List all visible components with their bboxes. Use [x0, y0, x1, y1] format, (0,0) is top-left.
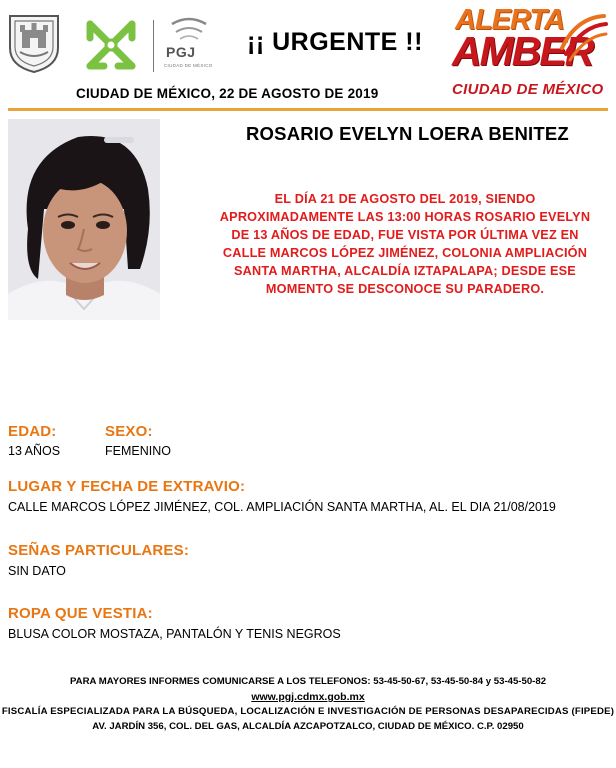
date-line: CIUDAD DE MÉXICO, 22 DE AGOSTO DE 2019 [76, 86, 379, 101]
amber-logo-alerta: ALERTA [455, 4, 564, 36]
pgj-logo-text: PGJ [166, 44, 196, 60]
pgj-logo-subtext: CIUDAD DE MÉXICO [164, 63, 213, 68]
footer-phones: PARA MAYORES INFORMES COMUNICARSE A LOS TELEFONOS: 53-45-50-67, 53-45-50-84 y 53-45-50-82 [69, 676, 547, 687]
urgent-heading: ¡¡ URGENTE !! [247, 28, 423, 56]
cdmx-logo-icon [78, 12, 144, 76]
amber-logo-city: CIUDAD DE MÉXICO [452, 81, 604, 98]
age-value: 13 AÑOS [8, 444, 61, 458]
footer-website-link[interactable]: www.pgj.cdmx.gob.mx [251, 691, 365, 703]
marks-label: SEÑAS PARTICULARES: [8, 542, 190, 559]
disappearance-description: EL DÍA 21 DE AGOSTO DEL 2019, SIENDO APROXIMADAMENTE LAS 13:00 HORAS ROSARIO EVELYN DE 13 AÑOS DE EDAD, FUE VISTA POR ÚLTIMA VEZ EN CALLE MARCOS LÓPEZ JIMÉNEZ, COLONIA AMPLIACIÓN SANTA MARTHA, ALCALDÍA IZTAPALAPA; DESDE ESE MOMENTO SE DESCONOCE SU PARADERO. [219, 192, 591, 296]
amber-logo-amber: AMBER [452, 28, 593, 74]
sex-value: FEMENINO [105, 444, 171, 458]
missing-person-photo [8, 119, 160, 320]
clothes-value: BLUSA COLOR MOSTAZA, PANTALÓN Y TENIS NEGROS [8, 627, 341, 641]
clothes-label: ROPA QUE VESTIA: [8, 605, 153, 622]
header-rule [8, 108, 608, 111]
age-label: EDAD: [8, 423, 57, 440]
footer-address: AV. JARDÍN 356, COL. DEL GAS, ALCALDÍA AZCAPOTZALCO, CIUDAD DE MÉXICO. C.P. 02950 [92, 721, 524, 732]
place-date-value: CALLE MARCOS LÓPEZ JIMÉNEZ, COL. AMPLIACIÓN SANTA MARTHA, AL. EL DIA 21/08/2019 [8, 500, 556, 514]
header-divider [153, 20, 154, 72]
sex-label: SEXO: [105, 423, 153, 440]
amber-swoosh-icon [556, 8, 608, 64]
cdmx-shield-icon [6, 12, 62, 74]
footer-office: FISCALÍA ESPECIALIZADA PARA LA BÚSQUEDA, LOCALIZACIÓN E INVESTIGACIÓN DE PERSONAS DESAPARECIDAS (FIPEDE) [1, 706, 615, 717]
person-name: ROSARIO EVELYN LOERA BENITEZ [246, 123, 569, 144]
marks-value: SIN DATO [8, 564, 66, 578]
place-date-label: LUGAR Y FECHA DE EXTRAVIO: [8, 478, 246, 495]
